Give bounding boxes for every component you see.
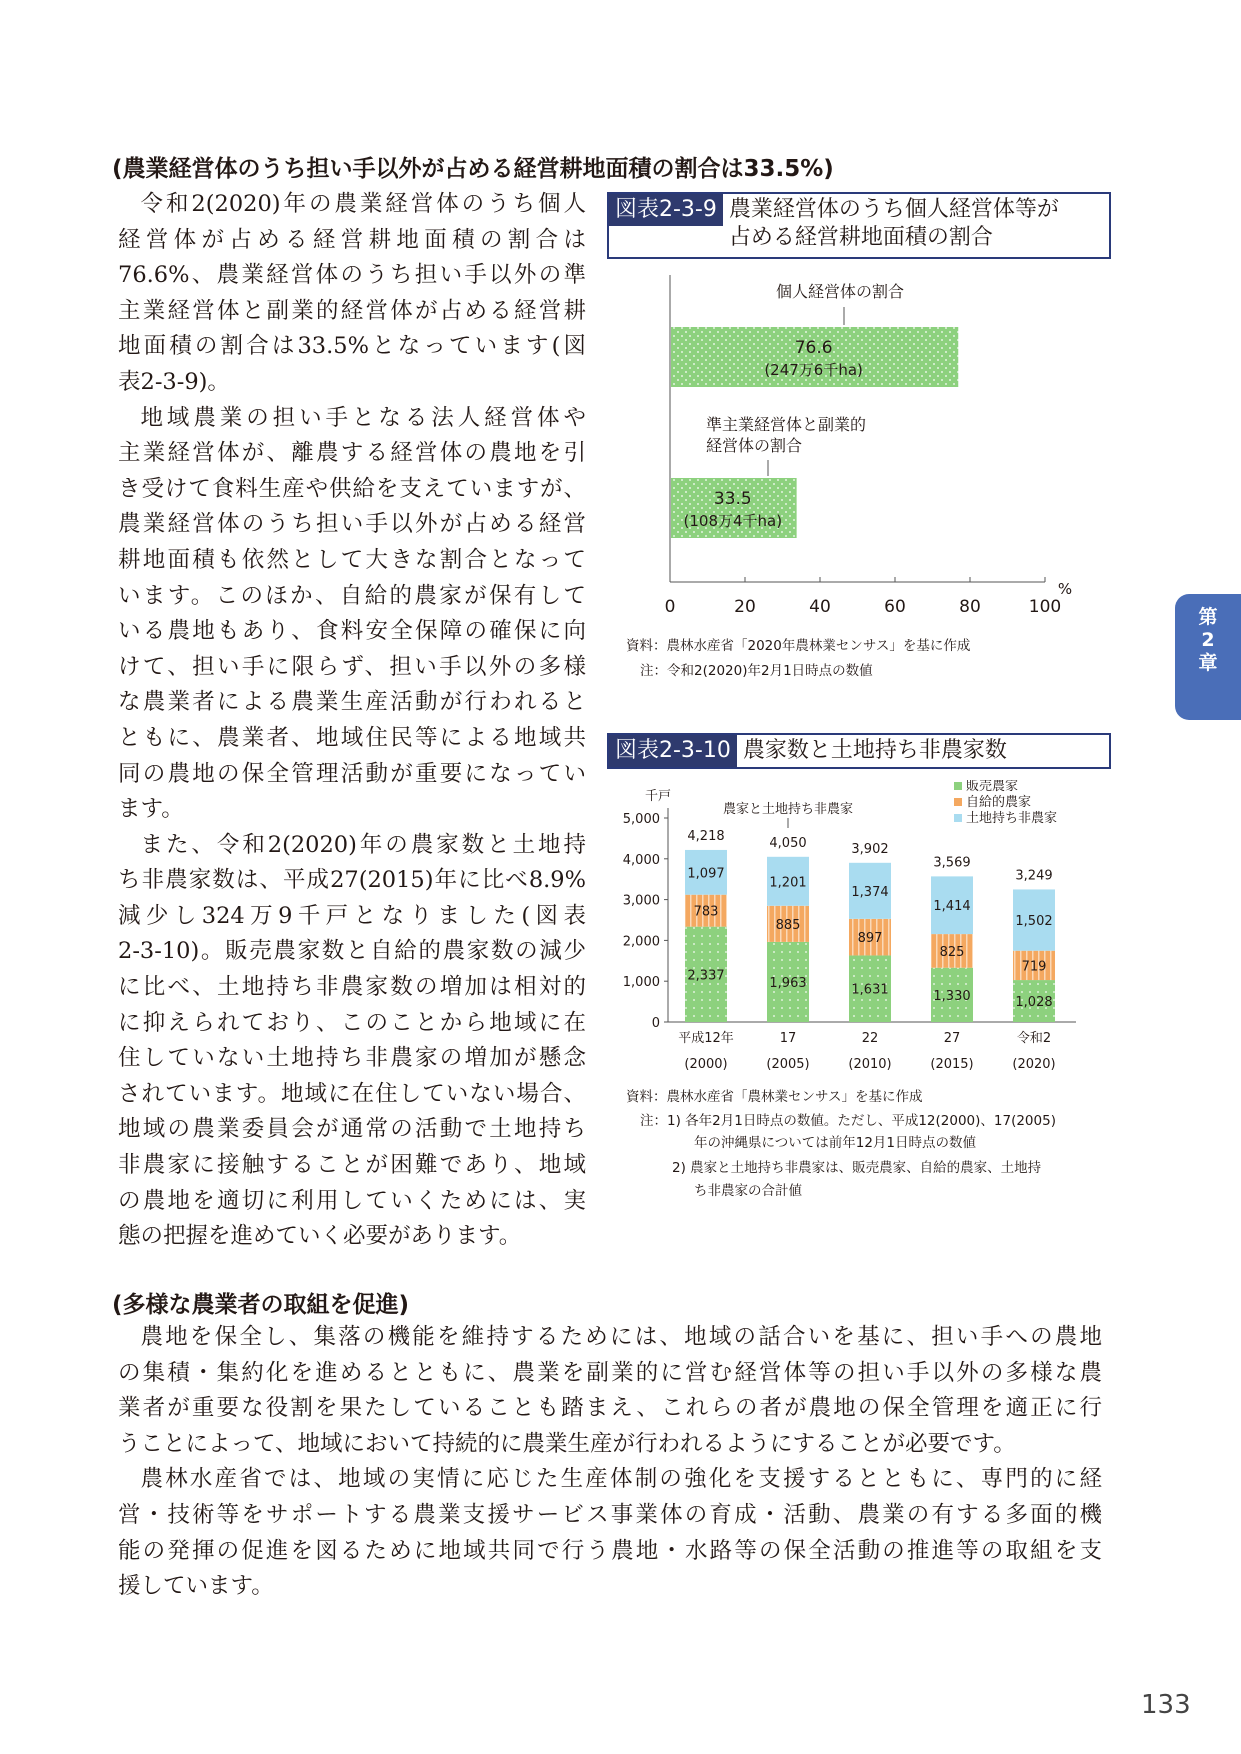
segment-value-label: 885	[775, 917, 801, 933]
segment-value-label: 897	[857, 931, 883, 947]
section-heading: (多様な農業者の取組を促進)	[112, 1292, 410, 1318]
text-line: に抑えられており、このことから地域に在	[118, 1009, 586, 1036]
segment-value-label: 1,631	[851, 982, 889, 998]
legend-label: 販売農家	[966, 780, 1019, 794]
x-category-year: (2000)	[684, 1057, 728, 1072]
chapter-tab	[1175, 594, 1241, 720]
text-line: き受けて食料生産や供給を支えていますが、	[118, 475, 586, 502]
text-line: 農地を保全し、集落の機能を維持するためには、地域の話合いを基に、担い手への農地	[140, 1324, 1102, 1350]
text-line: 態の把握を進めていく必要があります。	[118, 1223, 522, 1250]
bar-value-label: 76.6	[794, 338, 833, 358]
text-line: 営・技術等をサポートする農業支援サービス事業体の育成・活動、農業の有する多面的機	[118, 1501, 1102, 1528]
y-tick-label: 4,000	[622, 852, 660, 868]
paragraph	[118, 828, 586, 1255]
total-annotation: 農家と土地持ち非農家	[722, 802, 854, 817]
left-column-text	[118, 187, 586, 1255]
category-label: 準主業経営体と副業的	[706, 415, 867, 434]
text-line: されています。地域に在住していない場合、	[118, 1080, 586, 1107]
x-axis-unit: %	[1057, 580, 1073, 598]
x-tick-label: 60	[884, 597, 906, 617]
text-line: けて、担い手に限らず、担い手以外の多様	[118, 653, 586, 680]
text-line: 農林水産省では、地域の実情に応じた生産体制の強化を支援するとともに、専門的に経	[140, 1466, 1102, 1493]
text-line: 農業経営体のうち担い手以外が占める経営	[118, 511, 586, 538]
figure-source: 資料：農林水産省「2020年農林業センサス」を基に作成	[626, 638, 971, 654]
legend-label: 土地持ち非農家	[966, 811, 1058, 826]
total-value-label: 4,050	[769, 835, 807, 851]
text-line: また、令和2(2020)年の農家数と土地持	[140, 831, 586, 858]
segment-value-label: 1,097	[687, 866, 725, 882]
bar-sub-label: (108万4千ha)	[683, 512, 783, 530]
y-tick-label: 3,000	[622, 893, 660, 909]
chapter-tab-char: 章	[1198, 652, 1218, 674]
text-line: に比べ、土地持ち非農家数の増加は相対的	[118, 974, 586, 1001]
text-line: 表2-3-9)。	[118, 368, 230, 395]
figure-title-line: 農業経営体のうち個人経営体等が	[728, 197, 1059, 222]
text-line: 主業経営体が、離農する経営体の農地を引	[118, 440, 586, 467]
figure-title-box	[607, 192, 1111, 259]
text-line: な農業者による農業生産活動が行われると	[118, 689, 586, 716]
full-width-text	[118, 1320, 1102, 1605]
figure-source: 資料：農林水産省「農林業センサス」を基に作成	[626, 1089, 923, 1105]
paragraph	[118, 1462, 1102, 1604]
x-category-label: 27	[943, 1031, 961, 1046]
text-line: 耕地面積も依然として大きな割合となって	[118, 546, 586, 573]
text-line: 地域農業の担い手となる法人経営体や	[140, 404, 586, 431]
section-heading: (農業経営体のうち担い手以外が占める経営耕地面積の割合は33.5%)	[112, 156, 834, 182]
y-tick-label: 5,000	[622, 812, 660, 827]
y-tick-label: 1,000	[622, 975, 660, 991]
text-line: 非農家に接触することが困難であり、地域	[118, 1152, 586, 1179]
text-line: ます。	[118, 796, 184, 823]
text-line: 76.6%、農業経営体のうち担い手以外の準	[118, 262, 586, 289]
x-category-year: (2020)	[1012, 1057, 1056, 1072]
text-line: 令和2(2020)年の農業経営体のうち個人	[140, 191, 586, 217]
text-line: 2-3-10)。販売農家数と自給的農家数の減少	[118, 938, 586, 965]
figure-note: 注：令和2(2020)年2月1日時点の数値	[640, 663, 873, 679]
y-tick-label: 2,000	[622, 934, 660, 950]
text-line: 経営体が占める経営耕地面積の割合は	[118, 226, 586, 253]
page-number: 133	[1141, 1690, 1191, 1720]
figure-note: ち非農家の合計値	[694, 1183, 802, 1199]
total-value-label: 3,902	[851, 841, 889, 857]
y-tick-label: 0	[651, 1016, 660, 1031]
figure-note: 年の沖縄県については前年12月1日時点の数値	[694, 1135, 976, 1151]
x-category-year: (2015)	[930, 1057, 974, 1072]
total-value-label: 3,569	[933, 855, 971, 871]
y-axis-unit: 千戸	[644, 789, 672, 804]
segment-value-label: 825	[939, 944, 965, 960]
x-tick-label: 80	[959, 597, 981, 617]
segment-value-label: 1,502	[1015, 914, 1053, 930]
bar-value-label: 33.5	[713, 489, 752, 509]
segment-value-label: 783	[693, 904, 719, 920]
x-category-label: 令和2	[1016, 1031, 1052, 1046]
horizontal-bar-chart	[640, 270, 1080, 620]
legend-label: 自給的農家	[966, 795, 1032, 810]
figure-title-line: 占める経営耕地面積の割合	[728, 225, 993, 250]
x-category-label: 17	[779, 1031, 797, 1046]
paragraph	[118, 187, 586, 401]
figure-note: 2) 農家と土地持ち非農家は、販売農家、自給的農家、土地持	[672, 1160, 1042, 1176]
x-category-year: (2005)	[766, 1057, 810, 1072]
figure-title: 農家数と土地持ち非農家数	[742, 738, 1007, 763]
text-line: います。このほか、自給的農家が保有して	[118, 582, 586, 609]
segment-value-label: 2,337	[687, 968, 725, 984]
x-tick-label: 0	[664, 597, 676, 617]
legend-swatch	[954, 798, 962, 806]
text-line: 地域の農業委員会が通常の活動で土地持ち	[118, 1116, 586, 1143]
figure-number: 図表2-3-9	[609, 194, 723, 226]
bar-sub-label: (247万6千ha)	[764, 361, 863, 379]
text-line: の農地を適切に利用していくためには、実	[118, 1187, 586, 1214]
figure-note: 注：1) 各年2月1日時点の数値。ただし、平成12(2000)、17(2005)	[640, 1113, 1056, 1129]
segment-value-label: 1,374	[851, 884, 889, 900]
text-line: 減少し324万9千戸となりました(図表	[118, 902, 586, 929]
total-value-label: 3,249	[1015, 868, 1053, 884]
figure-title	[723, 194, 1065, 254]
text-line: ともに、農業者、地域住民等による地域共	[118, 724, 586, 751]
x-tick-label: 40	[809, 597, 831, 617]
segment-value-label: 1,414	[933, 899, 971, 915]
text-line: 住していない土地持ち非農家の増加が懸念	[118, 1045, 586, 1072]
category-label: 個人経営体の割合	[775, 282, 905, 301]
segment-value-label: 719	[1021, 959, 1047, 975]
text-line: 能の発揮の促進を図るために地域共同で行う農地・水路等の保全活動の推進等の取組を支	[118, 1537, 1102, 1564]
figure-title-box	[607, 733, 1111, 769]
chapter-tab-char: 2	[1201, 629, 1215, 651]
text-line: 業者が重要な役割を果たしていることも踏まえ、これらの者が農地の保全管理を適正に行	[118, 1395, 1102, 1422]
text-line: 主業経営体と副業的経営体が占める経営耕	[118, 297, 586, 324]
x-tick-label: 100	[1028, 597, 1062, 617]
total-value-label: 4,218	[687, 828, 725, 844]
stacked-bar-chart	[618, 780, 1088, 1080]
text-line: の集積・集約化を進めるとともに、農業を副業的に営む経営体等の担い手以外の多様な農	[118, 1359, 1102, 1386]
segment-value-label: 1,201	[769, 875, 807, 891]
x-tick-label: 20	[734, 597, 756, 617]
legend-swatch	[954, 814, 962, 822]
category-label: 経営体の割合	[706, 436, 803, 455]
x-category-year: (2010)	[848, 1057, 892, 1072]
text-line: 援しています。	[118, 1573, 274, 1600]
x-category-label: 22	[861, 1031, 879, 1046]
x-category-label: 平成12年	[678, 1031, 734, 1046]
segment-value-label: 1,963	[769, 975, 807, 991]
segment-value-label: 1,330	[933, 988, 971, 1004]
legend-swatch	[954, 782, 962, 790]
paragraph	[118, 401, 586, 828]
chapter-tab-char: 第	[1198, 606, 1218, 628]
segment-value-label: 1,028	[1015, 995, 1053, 1011]
paragraph	[118, 1320, 1102, 1462]
text-line: 同の農地の保全管理活動が重要になってい	[118, 760, 586, 787]
text-line: ち非農家数は、平成27(2015)年に比べ8.9%	[118, 867, 586, 894]
text-line: 地面積の割合は33.5%となっています(図	[118, 333, 586, 360]
text-line: うことによって、地域において持続的に農業生産が行われるようにすることが必要です。	[118, 1430, 1016, 1457]
text-line: いる農地もあり、食料安全保障の確保に向	[118, 618, 586, 645]
figure-number: 図表2-3-10	[609, 735, 737, 767]
